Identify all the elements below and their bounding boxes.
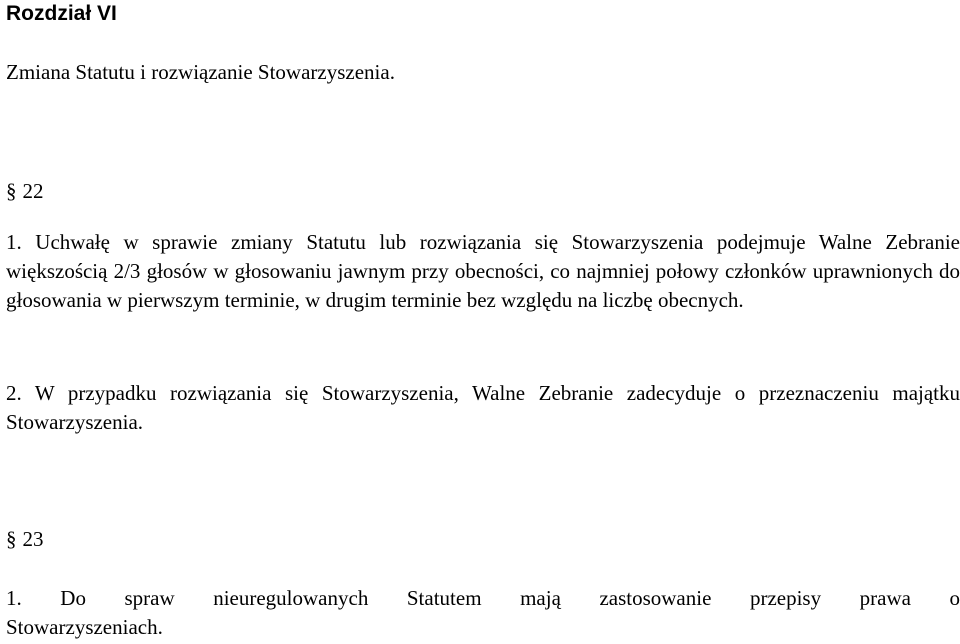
section-23-heading: [6, 524, 44, 554]
section-23-paragraph-1: [6, 584, 960, 642]
section-22-paragraph-2: 2. W przypadku rozwiązania się Stowarzyszenia, Walne Zebranie zadecyduje o przeznaczeniu majątku Stowarzyszenia.: [6, 381, 960, 434]
section-number: 22: [22, 179, 44, 203]
section-22-heading: [6, 176, 44, 206]
section-22-paragraph-1: 1. Uchwałę w sprawie zmiany Statutu lub rozwiązania się Stowarzyszenia podejmuje Walne Zebranie większością 2/3 głosów w głosowaniu jawnym przy obecności, co najmniej połowy członków uprawnionych do głosowania w pierwszym terminie, w drugim terminie bez względu na liczbę obecnych.: [6, 230, 960, 312]
chapter-subtitle: Zmiana Statutu i rozwiązanie Stowarzyszenia.: [6, 60, 395, 84]
paragraph-line: 1. Do spraw nieuregulowanych Statutem mają zastosowanie przepisy prawa o: [6, 586, 960, 610]
section-symbol: §: [6, 527, 17, 551]
section-symbol: §: [6, 179, 17, 203]
paragraph-line: Stowarzyszeniach.: [6, 615, 163, 639]
chapter-heading: Rozdział VI: [6, 2, 117, 25]
section-number: 23: [22, 527, 44, 551]
